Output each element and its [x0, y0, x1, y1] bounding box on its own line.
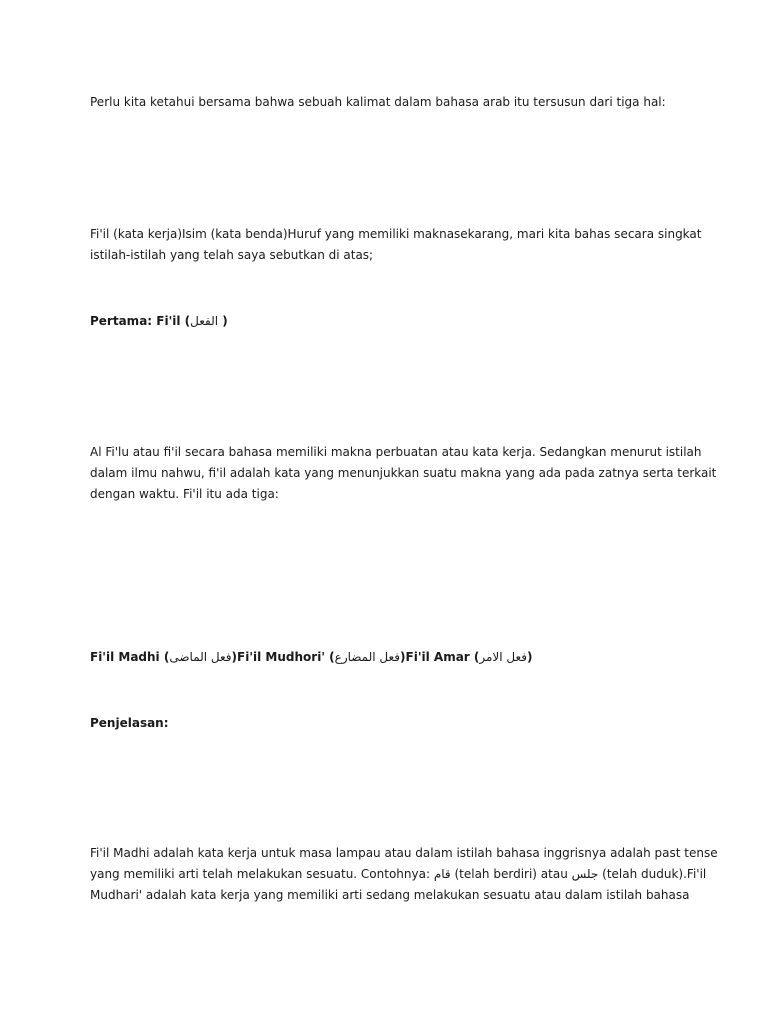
pertama-close: ): [218, 314, 228, 328]
definition-paragraph: [90, 442, 717, 505]
parts-line-2: istilah-istilah yang telah saya sebutkan di atas;: [90, 248, 374, 262]
pertama-label: Pertama: Fi'il (: [90, 314, 191, 328]
fiil-types-text: [90, 647, 690, 668]
madhi-example-qaama: قام: [433, 867, 451, 881]
definition-line-2: dalam ilmu nahwu, fi'il adalah kata yang menunjukkan suatu makna yang ada pada zatnya serta terkait: [90, 466, 717, 480]
pertama-heading: [90, 311, 690, 332]
parts-line-1: Fi'il (kata kerja)Isim (kata benda)Huruf yang memiliki maknasekarang, mari kita bahas secara singkat: [90, 227, 702, 241]
intro-text: Perlu kita ketahui bersama bahwa sebuah kalimat dalam bahasa arab itu tersusun dari tiga hal:: [90, 95, 666, 109]
madhi-explanation-paragraph: [90, 843, 718, 906]
madhi-line-3: Mudhari' adalah kata kerja yang memiliki arti sedang melakukan sesuatu atau dalam istilah bahasa: [90, 888, 690, 902]
amar-label: )Fi'il Amar (: [400, 650, 480, 664]
definition-line-3: dengan waktu. Fi'il itu ada tiga:: [90, 487, 279, 501]
madhi-line-2: [90, 864, 707, 885]
types-close: ): [527, 650, 533, 664]
pertama-line: [90, 311, 690, 332]
penjelasan-heading: [90, 713, 690, 734]
madhi-line-2-b: (telah berdiri) atau: [450, 867, 572, 881]
madhi-arabic: فعل الماضى: [169, 650, 232, 664]
intro-paragraph: [90, 92, 690, 113]
definition-line-1: Al Fi'lu atau fi'il secara bahasa memiliki makna perbuatan atau kata kerja. Sedangkan menurut istilah: [90, 445, 702, 459]
parts-of-speech-paragraph: [90, 224, 702, 266]
pertama-arabic: الفعل: [190, 314, 219, 328]
madhi-label: Fi'il Madhi (: [90, 650, 170, 664]
madhi-line-2-a: yang memiliki arti telah melakukan sesuatu. Contohnya:: [90, 867, 434, 881]
madhi-line-2-c: (telah duduk).Fi'il: [598, 867, 707, 881]
mudhori-arabic: فعل المضارع: [334, 650, 401, 664]
mudhori-label: )Fi'il Mudhori' (: [231, 650, 335, 664]
amar-arabic: فعل الامر: [479, 650, 528, 664]
madhi-example-jalasa: جلس: [571, 867, 599, 881]
fiil-types-line: [90, 647, 690, 668]
penjelasan-text: Penjelasan:: [90, 716, 169, 730]
madhi-line-1: Fi'il Madhi adalah kata kerja untuk masa lampau atau dalam istilah bahasa inggrisnya adalah past tense: [90, 846, 718, 860]
